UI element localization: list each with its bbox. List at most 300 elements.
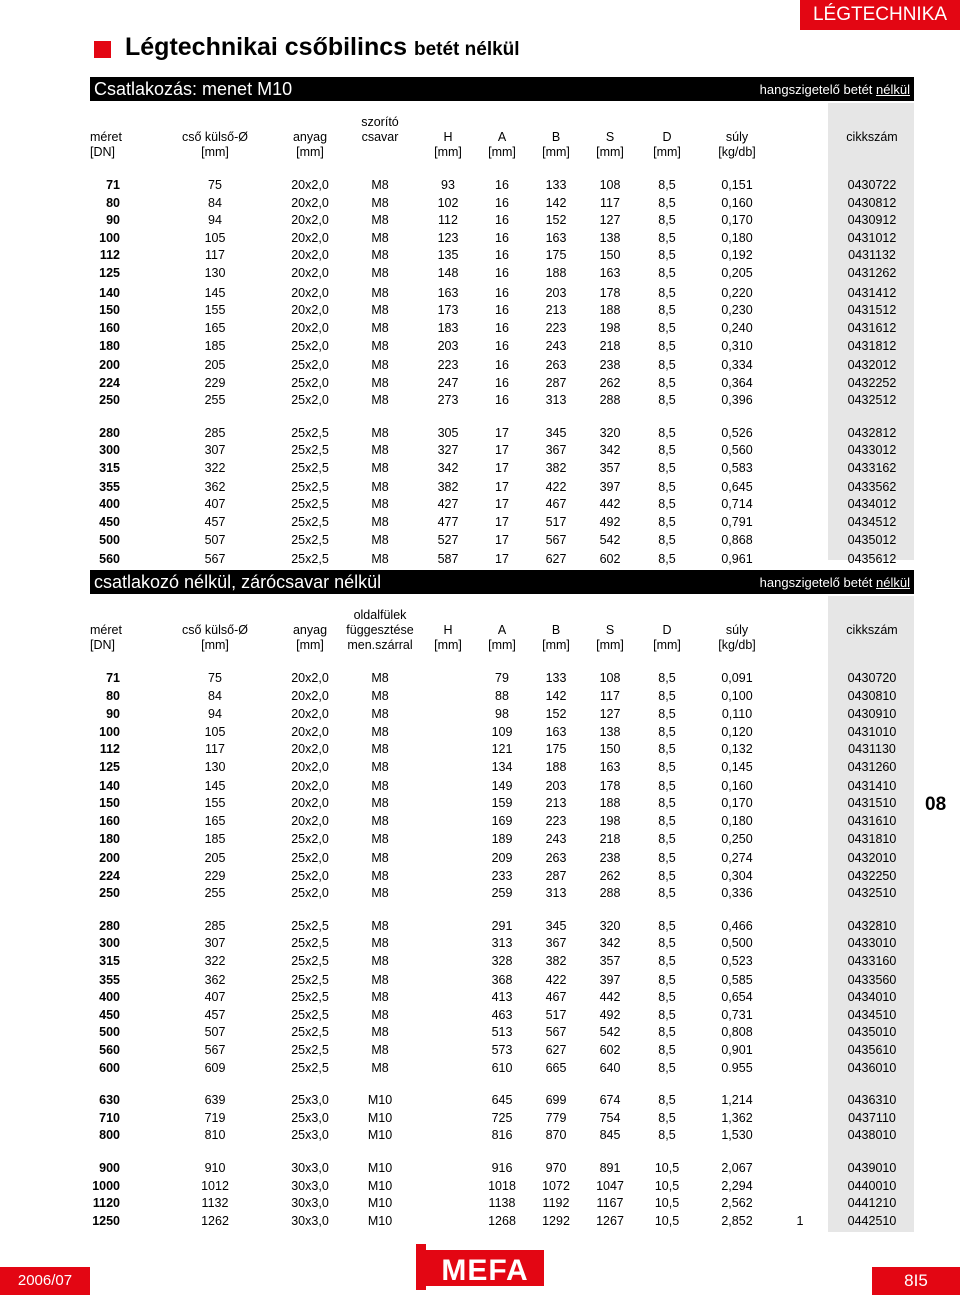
- cell-a: 513: [491, 1025, 513, 1039]
- cell-csavar: M8: [371, 869, 389, 883]
- header-cikkszam: [832, 608, 912, 653]
- cell-extra: [780, 195, 820, 212]
- cell-d: 8,5: [658, 742, 676, 756]
- cell-s: 138: [599, 231, 621, 245]
- header-line: [mm]: [542, 145, 570, 159]
- cell-suly: 0,180: [721, 814, 753, 828]
- cell-a: 16: [495, 196, 509, 210]
- cell-extra: [780, 425, 820, 442]
- cell-a: 88: [495, 689, 509, 703]
- table-row: [90, 425, 914, 442]
- cell-b: 779: [545, 1111, 567, 1125]
- cell-d: 8,5: [658, 231, 676, 245]
- cell-extra: [780, 285, 820, 302]
- cell-s: 1267: [596, 1214, 624, 1228]
- cell-anyag: 20x2,0: [291, 196, 329, 210]
- cell-cso-kulso: 94: [208, 213, 222, 227]
- cell-cikkszam: 0431412: [847, 286, 897, 300]
- cell-cso-kulso: 1262: [201, 1214, 229, 1228]
- cell-d: 8,5: [658, 990, 676, 1004]
- footer-date: 2006/07: [0, 1267, 90, 1295]
- cell-d: 8,5: [658, 1093, 676, 1107]
- mefa-logo: [412, 1242, 548, 1292]
- header-line: A: [497, 623, 507, 637]
- cell-cso-kulso: 307: [204, 443, 226, 457]
- cell-cikkszam: 0434512: [847, 515, 897, 529]
- cell-anyag: 30x3,0: [291, 1179, 329, 1193]
- cell-b: 345: [545, 426, 567, 440]
- cell-meret: 112: [99, 742, 120, 756]
- cell-cikkszam: 0433160: [847, 954, 897, 968]
- cell-anyag: 20x2,0: [291, 321, 329, 335]
- cell-b: 133: [545, 178, 567, 192]
- header-line: [780, 623, 820, 638]
- cell-cikkszam: 0431410: [847, 779, 897, 793]
- chapter-number: 08: [925, 794, 947, 815]
- cell-meret: 80: [106, 196, 120, 210]
- cell-s: 163: [599, 760, 621, 774]
- cell-meret: 300: [99, 936, 120, 950]
- cell-s: 602: [599, 552, 621, 566]
- cell-h: 587: [437, 552, 459, 566]
- cell-h: 112: [438, 213, 458, 227]
- table-row: [90, 918, 914, 935]
- cell-h: [418, 1160, 478, 1177]
- cell-b: 382: [545, 954, 567, 968]
- cell-csavar: M8: [371, 358, 389, 372]
- header-line: S: [605, 130, 615, 144]
- cell-s: 108: [599, 178, 621, 192]
- header-line: [180, 115, 250, 130]
- cell-extra: [780, 1060, 820, 1077]
- header-line: H: [443, 130, 453, 144]
- cell-s: 117: [600, 196, 620, 210]
- cell-meret: 160: [99, 814, 120, 828]
- cell-meret: 140: [99, 779, 120, 793]
- cell-h: [418, 868, 478, 885]
- cell-cso-kulso: 205: [204, 851, 226, 865]
- header-line: S: [605, 623, 615, 637]
- cell-cikkszam: 0432810: [847, 919, 897, 933]
- cell-b: 970: [545, 1161, 567, 1175]
- cell-anyag: 25x2,5: [291, 461, 329, 475]
- cell-csavar: M8: [371, 426, 389, 440]
- cell-a: 109: [491, 725, 513, 739]
- cell-anyag: 25x2,5: [291, 1043, 329, 1057]
- cell-d: 8,5: [658, 936, 676, 950]
- cell-extra: [780, 795, 820, 812]
- header-csavar: [340, 115, 420, 160]
- cell-anyag: 20x2,0: [291, 760, 329, 774]
- cell-anyag: 25x2,5: [291, 443, 329, 457]
- cell-cso-kulso: 567: [204, 552, 226, 566]
- cell-cikkszam: 0442510: [847, 1214, 897, 1228]
- cell-a: 16: [495, 358, 509, 372]
- cell-cso-kulso: 910: [204, 1161, 226, 1175]
- cell-s: 117: [600, 689, 620, 703]
- header-line: cső külső-Ø: [182, 130, 248, 144]
- cell-s: 198: [599, 321, 621, 335]
- cell-a: 16: [495, 376, 509, 390]
- cell-extra: [780, 831, 820, 848]
- cell-a: 121: [491, 742, 513, 756]
- header-line: függesztése: [346, 623, 414, 637]
- header-line: [mm]: [201, 145, 229, 159]
- cell-meret: 280: [99, 919, 120, 933]
- cell-csavar: M8: [371, 321, 389, 335]
- cell-s: 238: [599, 851, 621, 865]
- cell-anyag: 20x2,0: [291, 707, 329, 721]
- cell-cso-kulso: 507: [204, 1025, 226, 1039]
- cell-cikkszam: 0438010: [847, 1128, 897, 1142]
- header-s: [580, 608, 640, 653]
- cell-a: 16: [495, 303, 509, 317]
- cell-h: [418, 670, 478, 687]
- cell-h: 305: [437, 426, 459, 440]
- cell-d: 8,5: [658, 461, 676, 475]
- cell-a: 16: [495, 266, 509, 280]
- cell-d: 8,5: [658, 533, 676, 547]
- header-meret: [90, 115, 150, 160]
- header-line: [637, 115, 697, 130]
- cell-suly: 0,091: [721, 671, 753, 685]
- cell-anyag: 30x3,0: [291, 1214, 329, 1228]
- cell-csavar: M10: [367, 1111, 393, 1125]
- cell-cso-kulso: 285: [204, 919, 226, 933]
- cell-csavar: M8: [371, 779, 389, 793]
- cell-extra: [780, 514, 820, 531]
- cell-cikkszam: 0435612: [847, 552, 897, 566]
- cell-csavar: M8: [371, 515, 389, 529]
- cell-meret: 280: [99, 426, 120, 440]
- header-line: [mm]: [488, 145, 516, 159]
- cell-anyag: 20x2,0: [291, 671, 329, 685]
- cell-cso-kulso: 75: [208, 178, 222, 192]
- cell-extra: [780, 1110, 820, 1127]
- cell-cso-kulso: 362: [204, 480, 226, 494]
- cell-d: 8,5: [658, 1043, 676, 1057]
- cell-csavar: M8: [371, 990, 389, 1004]
- cell-h: [418, 1024, 478, 1041]
- cell-s: 178: [599, 779, 621, 793]
- cell-cikkszam: 0430910: [847, 707, 897, 721]
- header-d: [637, 608, 697, 653]
- cell-b: 367: [545, 936, 567, 950]
- cell-cikkszam: 0432812: [847, 426, 897, 440]
- cell-b: 382: [545, 461, 567, 475]
- cell-cikkszam: 0431512: [847, 303, 897, 317]
- cell-h: [418, 741, 478, 758]
- cell-a: 291: [491, 919, 513, 933]
- header-extra: [780, 608, 820, 653]
- cell-s: 397: [599, 973, 621, 987]
- table-row: [90, 1042, 914, 1059]
- cell-anyag: 20x2,0: [291, 178, 329, 192]
- cell-suly: 0,160: [721, 779, 753, 793]
- cell-s: 492: [599, 1008, 621, 1022]
- cell-meret: 630: [99, 1093, 120, 1107]
- cell-h: [418, 688, 478, 705]
- cell-csavar: M10: [367, 1196, 393, 1210]
- cell-anyag: 25x2,0: [291, 393, 329, 407]
- cell-d: 10,5: [654, 1179, 680, 1193]
- cell-cso-kulso: 84: [208, 689, 222, 703]
- cell-h: [418, 850, 478, 867]
- cell-cikkszam: 0436310: [847, 1093, 897, 1107]
- cell-csavar: M8: [371, 707, 389, 721]
- cell-a: 1268: [488, 1214, 516, 1228]
- cell-extra: [780, 688, 820, 705]
- cell-anyag: 25x3,0: [291, 1093, 329, 1107]
- cell-b: 313: [545, 886, 567, 900]
- cell-b: 223: [545, 321, 567, 335]
- cell-anyag: 25x2,0: [291, 376, 329, 390]
- cell-cikkszam: 0432010: [847, 851, 897, 865]
- cell-a: 328: [491, 954, 513, 968]
- header-line: [DN]: [90, 145, 115, 159]
- header-line: [mm]: [201, 638, 229, 652]
- cell-extra: [780, 460, 820, 477]
- cell-s: 754: [599, 1111, 621, 1125]
- cell-b: 699: [545, 1093, 567, 1107]
- cell-b: 263: [545, 358, 567, 372]
- cell-extra: [780, 778, 820, 795]
- cell-suly: 2,067: [721, 1161, 753, 1175]
- cell-suly: 0,120: [721, 725, 753, 739]
- cell-csavar: M8: [371, 266, 389, 280]
- cell-cso-kulso: 457: [204, 1008, 226, 1022]
- cell-extra: [780, 496, 820, 513]
- cell-cso-kulso: 105: [204, 725, 226, 739]
- header-line: [mm]: [434, 638, 462, 652]
- cell-meret: 560: [99, 552, 120, 566]
- cell-d: 8,5: [658, 796, 676, 810]
- cell-extra: [780, 247, 820, 264]
- cell-meret: 300: [99, 443, 120, 457]
- cell-s: 542: [599, 1025, 621, 1039]
- header-line: [472, 608, 532, 623]
- cell-extra: [780, 442, 820, 459]
- header-line: szorító: [361, 115, 399, 129]
- cell-s: 845: [599, 1128, 621, 1142]
- cell-cikkszam: 0440010: [847, 1179, 897, 1193]
- header-line: [mm]: [542, 638, 570, 652]
- cell-suly: 0,731: [721, 1008, 753, 1022]
- cell-cso-kulso: 84: [208, 196, 222, 210]
- table-row: [90, 1195, 914, 1212]
- table-row: [90, 953, 914, 970]
- cell-d: 8,5: [658, 671, 676, 685]
- header-line: [780, 130, 820, 145]
- cell-s: 108: [599, 671, 621, 685]
- cell-suly: 0,714: [721, 497, 753, 511]
- cell-cikkszam: 0435610: [847, 1043, 897, 1057]
- cell-d: 8,5: [658, 196, 676, 210]
- cell-a: 16: [495, 393, 509, 407]
- table-row: [90, 514, 914, 531]
- cell-a: 16: [495, 213, 509, 227]
- cell-s: 492: [599, 515, 621, 529]
- table-row: [90, 759, 914, 776]
- cell-a: 259: [491, 886, 513, 900]
- header-line: [580, 115, 640, 130]
- table-row: [90, 375, 914, 392]
- section-1-note: hangszigetelő betét nélkül: [759, 82, 910, 97]
- header-line: [418, 608, 478, 623]
- cell-a: 17: [495, 533, 509, 547]
- cell-suly: 0,645: [721, 480, 753, 494]
- cell-cikkszam: 0430722: [847, 178, 897, 192]
- cell-cso-kulso: 639: [204, 1093, 226, 1107]
- cell-anyag: 25x2,0: [291, 339, 329, 353]
- cell-h: [418, 1060, 478, 1077]
- cell-csavar: M8: [371, 919, 389, 933]
- cell-csavar: M10: [367, 1128, 393, 1142]
- cell-s: 357: [599, 461, 621, 475]
- cell-a: 16: [495, 339, 509, 353]
- header-h: [418, 115, 478, 160]
- cell-cikkszam: 0441210: [847, 1196, 897, 1210]
- cell-d: 8,5: [658, 497, 676, 511]
- cell-anyag: 20x2,0: [291, 286, 329, 300]
- header-cso-kulso: [180, 608, 250, 653]
- cell-csavar: M8: [371, 443, 389, 457]
- header-line: [340, 145, 420, 160]
- cell-b: 163: [545, 231, 567, 245]
- table-row: [90, 479, 914, 496]
- cell-suly: 0,170: [721, 796, 753, 810]
- cell-extra: [780, 935, 820, 952]
- cell-extra: [780, 850, 820, 867]
- cell-b: 203: [545, 286, 567, 300]
- cell-b: 142: [545, 196, 567, 210]
- cell-meret: 150: [99, 796, 120, 810]
- cell-suly: 0,961: [721, 552, 753, 566]
- cell-cikkszam: 0431132: [848, 248, 896, 262]
- header-line: oldalfülek: [353, 608, 407, 622]
- cell-csavar: M8: [371, 936, 389, 950]
- category-tab: LÉGTECHNIKA: [800, 0, 960, 30]
- cell-h: [418, 935, 478, 952]
- cell-d: 8,5: [658, 779, 676, 793]
- cell-suly: 0,585: [721, 973, 753, 987]
- cell-b: 1192: [542, 1196, 570, 1210]
- cell-cso-kulso: 567: [204, 1043, 226, 1057]
- table-row: [90, 795, 914, 812]
- cell-d: 8,5: [658, 886, 676, 900]
- cell-suly: 0,654: [721, 990, 753, 1004]
- cell-suly: 2,294: [721, 1179, 753, 1193]
- header-line: [526, 608, 586, 623]
- cell-anyag: 25x2,5: [291, 936, 329, 950]
- cell-anyag: 20x2,0: [291, 248, 329, 262]
- cell-b: 1072: [542, 1179, 570, 1193]
- cell-csavar: M8: [371, 286, 389, 300]
- cell-anyag: 25x2,0: [291, 851, 329, 865]
- table-row: [90, 392, 914, 409]
- cell-cso-kulso: 165: [204, 321, 226, 335]
- cell-s: 138: [599, 725, 621, 739]
- cell-suly: 0,205: [721, 266, 753, 280]
- table-row: [90, 551, 914, 568]
- cell-a: 16: [495, 321, 509, 335]
- cell-h: 102: [437, 196, 459, 210]
- cell-a: 17: [495, 515, 509, 529]
- cell-cso-kulso: 155: [204, 303, 226, 317]
- cell-csavar: M8: [371, 339, 389, 353]
- header-a: [472, 115, 532, 160]
- cell-cso-kulso: 75: [208, 671, 222, 685]
- cell-d: 8,5: [658, 178, 676, 192]
- cell-meret: 1120: [92, 1196, 120, 1210]
- cell-s: 674: [599, 1093, 621, 1107]
- cell-a: 313: [491, 936, 513, 950]
- cell-b: 142: [545, 689, 567, 703]
- cell-cikkszam: 0434012: [847, 497, 897, 511]
- cell-a: 209: [491, 851, 513, 865]
- header-line: [DN]: [90, 638, 115, 652]
- cell-cikkszam: 0431260: [847, 760, 897, 774]
- cell-meret: 355: [99, 973, 120, 987]
- header-line: [mm]: [488, 638, 516, 652]
- cell-d: 8,5: [658, 919, 676, 933]
- cell-anyag: 25x2,5: [291, 533, 329, 547]
- table-row: [90, 935, 914, 952]
- section-1-bar: [90, 77, 914, 101]
- cell-suly: 0,220: [721, 286, 753, 300]
- cell-d: 8,5: [658, 286, 676, 300]
- cell-cso-kulso: 307: [204, 936, 226, 950]
- cell-a: 916: [491, 1161, 513, 1175]
- cell-h: [418, 989, 478, 1006]
- cell-cso-kulso: 255: [204, 393, 226, 407]
- cell-meret: 200: [99, 851, 120, 865]
- cell-s: 1047: [596, 1179, 624, 1193]
- cell-s: 188: [599, 796, 621, 810]
- cell-csavar: M8: [371, 497, 389, 511]
- cell-meret: 1250: [92, 1214, 120, 1228]
- cell-b: 175: [545, 248, 567, 262]
- section-2-note: hangszigetelő betét nélkül: [759, 575, 910, 590]
- cell-b: 203: [545, 779, 567, 793]
- header-suly: [702, 115, 772, 160]
- cell-cso-kulso: 117: [205, 742, 225, 756]
- table-row: [90, 813, 914, 830]
- cell-b: 263: [545, 851, 567, 865]
- header-line: [780, 608, 820, 623]
- cell-suly: 0,151: [721, 178, 753, 192]
- cell-h: 183: [437, 321, 459, 335]
- cell-anyag: 20x2,0: [291, 266, 329, 280]
- cell-meret: 90: [106, 707, 120, 721]
- cell-meret: 355: [99, 480, 120, 494]
- cell-extra: [780, 212, 820, 229]
- cell-csavar: M8: [371, 231, 389, 245]
- cell-a: 645: [491, 1093, 513, 1107]
- cell-meret: 450: [99, 1008, 120, 1022]
- cell-meret: 90: [106, 213, 120, 227]
- cell-anyag: 30x3,0: [291, 1196, 329, 1210]
- header-line: [mm]: [653, 638, 681, 652]
- cell-anyag: 25x2,5: [291, 426, 329, 440]
- cell-csavar: M8: [371, 393, 389, 407]
- cell-meret: 180: [99, 832, 120, 846]
- cell-b: 517: [545, 515, 567, 529]
- cell-d: 10,5: [654, 1196, 680, 1210]
- cell-d: 8,5: [658, 303, 676, 317]
- cell-b: 163: [545, 725, 567, 739]
- cell-h: [418, 1092, 478, 1109]
